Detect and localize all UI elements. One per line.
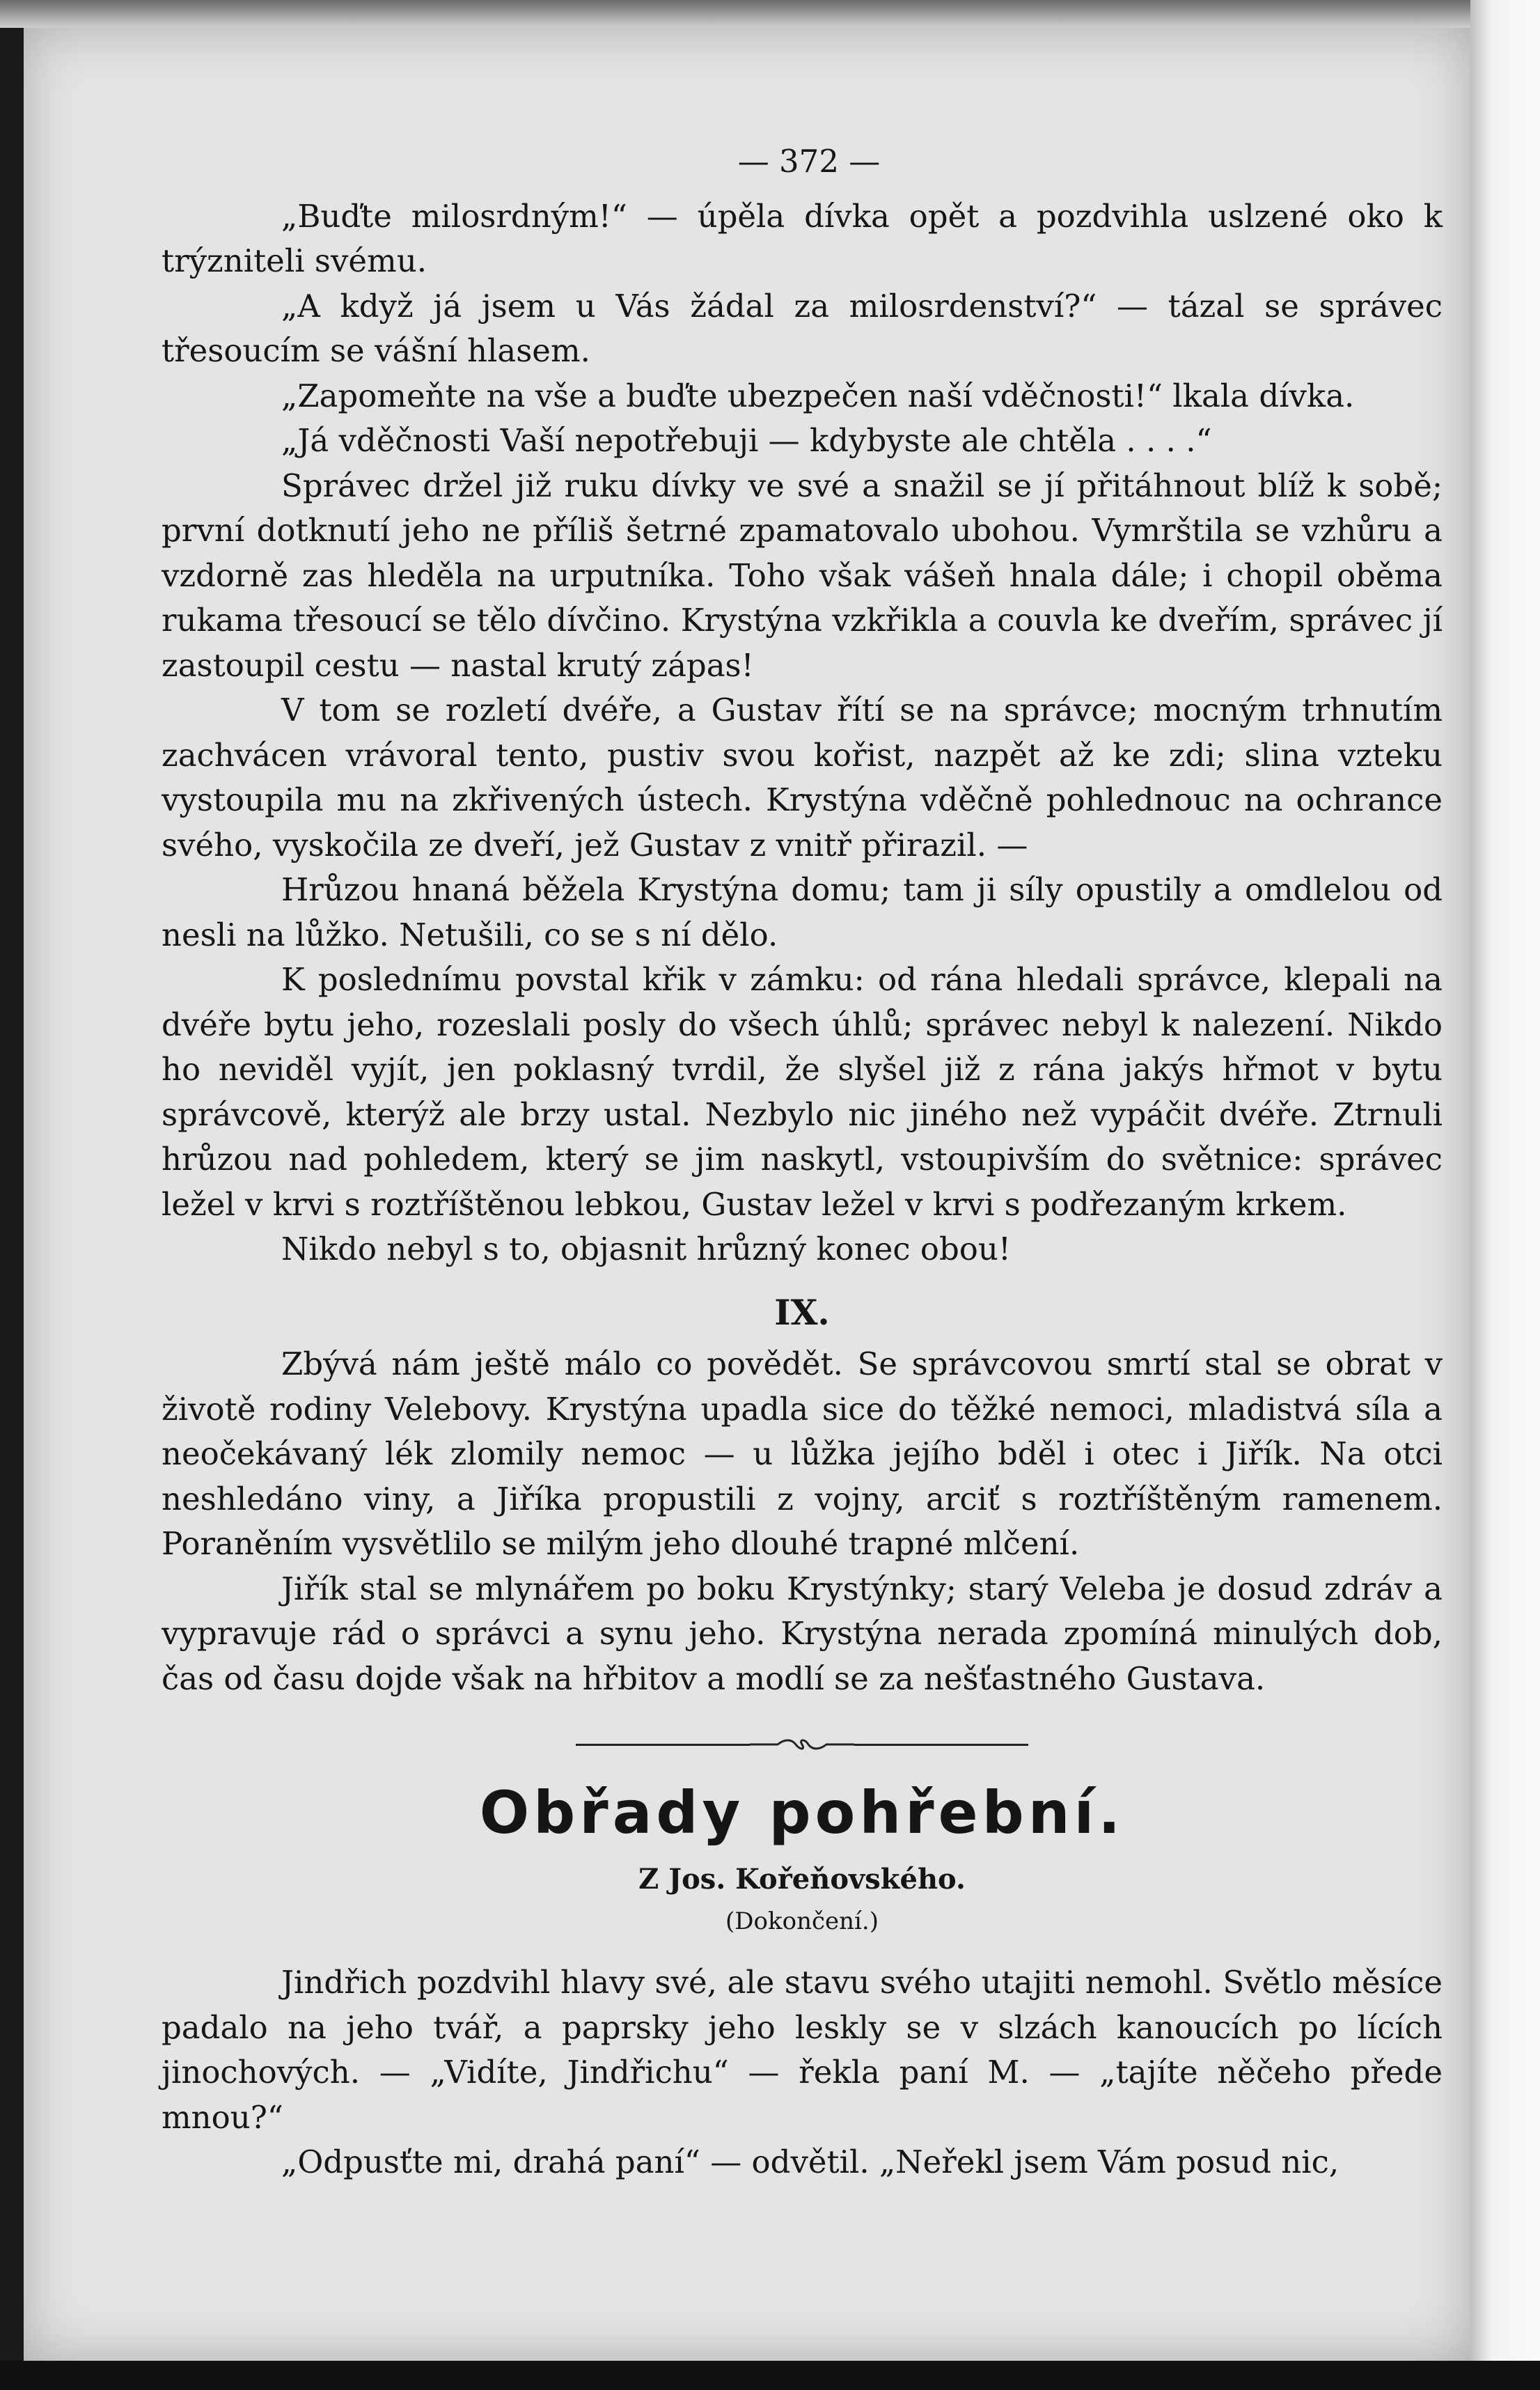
paragraph: Správec držel již ruku dívky ve své a snažil se jí přitáhnout blíž k sobě; první dotknutí jeho ne příliš šetrné zpamatovalo ubohou. Vymrštila se vzhůru a vzdorně zas hleděla na urputníka. Toho však vášeň hnala dále; i chopil oběma rukama třesoucí se tělo dívčino. Krystýna vzkřikla a couvla ke dveřím, správec jí zastoupil cestu — nastal krutý zápas! [162,467,1443,684]
page-text [162,139,1443,2185]
page-number: — 372 — [737,143,881,180]
scan-bottom-edge [0,2361,1540,2390]
paragraph: „Zapomeňte na vše a buďte ubezpečen naší vděčnosti!“ lkala dívka. [281,377,1355,414]
paragraph: „Já vděčnosti Vaší nepotřebuji — kdybyste ale chtěla . . . .“ [281,422,1212,459]
paragraph: V tom se rozletí dvéře, a Gustav řítí se na správce; mocným trhnutím zachvácen vrávoral tento, pustiv svou kořist, nazpět až ke zdi; slina vzteku vystoupila mu na zkřivených ústech. Krystýna vděčně pohlednouc na ochrance svého, vyskočila ze dveří, jež Gustav z vnitř přirazil. — [162,692,1443,864]
article-note: (Dokončení.) [725,1907,879,1935]
paragraph: Jindřich pozdvihl hlavy své, ale stavu svého utajiti nemohl. Světlo měsíce padalo na jeho tvář, a paprsky jeho leskly se v slzách kanoucích po lících jinochových. — „Vidíte, Jindřichu“ — řekla paní M. — „tajíte něčeho přede mnou?“ [162,1964,1443,2136]
paragraph: „Odpusťte mi, drahá paní“ — odvětil. „Neřekl jsem Vám posud nic, [281,2143,1339,2180]
scan-right-margin [1470,0,1540,2390]
paragraph: Nikdo nebyl s to, objasnit hrůzný konec obou! [281,1231,1011,1267]
scan-top-edge [0,0,1540,28]
divider-rule-left [576,1744,750,1746]
paragraph: Hrůzou hnaná běžela Krystýna domu; tam ji síly opustily a omdlelou od nesli na lůžko. Netušili, co se s ní dělo. [162,871,1443,953]
paragraph: „Buďte milosrdným!“ — úpěla dívka opět a pozdvihla uslzené oko k trýzniteli svému. [162,197,1443,279]
chapter-heading: IX. [774,1291,830,1333]
article-author: Z Jos. Kořeňovského. [638,1863,966,1896]
paragraph: Jiřík stal se mlynářem po boku Krystýnky; starý Veleba je dosud zdráv a vypravuje rád o správci a synu jeho. Krystýna nerada zpomíná minulých dob, čas od času dojde však na hřbitov a modlí se za nešťastného Gustava. [162,1570,1443,1697]
paragraph: Zbývá nám ještě málo co povědět. Se správcovou smrtí stal se obrat v životě rodiny Velebovy. Krystýna upadla sice do těžké nemoci, mladistvá síla a neočekávaný lék zlomily nemoc — u lůžka jejího bděl i otec i Jiřík. Na otci neshledáno viny, a Jiříka propustili z vojny, arciť s roztříštěným ramenem. Poraněním vysvětlilo se milým jeho dlouhé trapné mlčení. [162,1345,1443,1562]
flourish-icon [750,1737,854,1751]
paragraph: K poslednímu povstal křik v zámku: od rána hledali správce, klepali na dvéře bytu jeho, rozeslali posly do všech úhlů; správec nebyl k nalezení. Nikdo ho neviděl vyjít, jen poklasný tvrdil, že slyšel již z rána jakýs hřmot v bytu správcově, kterýž ale brzy ustal. Nezbylo nic jiného než vypáčit dvéře. Ztrnuli hrůzou nad pohledem, který se jim naskytl, vstoupivším do světnice: správec ležel v krvi s roztříštěnou lebkou, Gustav ležel v krvi s podřezaným krkem. [162,961,1443,1223]
divider-rule-right [854,1744,1028,1746]
ornamental-divider [162,1737,1443,1751]
article-title: Obřady pohřební. [479,1779,1125,1847]
paragraph: „A když já jsem u Vás žádal za milosrdenství?“ — tázal se správec třesoucím se vášní hlasem. [162,287,1443,369]
